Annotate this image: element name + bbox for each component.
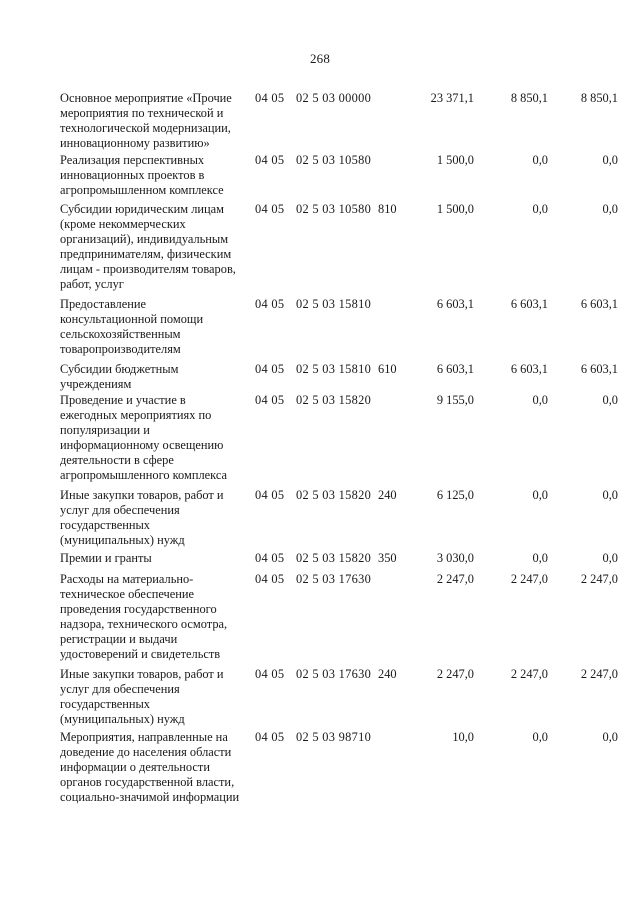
row-name: Премии и гранты (60, 551, 152, 565)
row-amount-year-2: 0,0 (532, 202, 548, 216)
row-amount-year-1: 1 500,0 (436, 153, 474, 167)
row-target-article-code: 02 5 03 15820 (296, 393, 372, 407)
row-amount-year-2: 2 247,0 (510, 572, 548, 586)
row-amount-year-1: 1 500,0 (436, 202, 474, 216)
row-amount-year-3: 2 247,0 (580, 667, 618, 681)
row-amount-year-3: 8 850,1 (580, 91, 618, 105)
row-expense-type-code: 240 (378, 488, 397, 502)
row-section-code: 04 05 (255, 488, 285, 502)
row-amount-year-1: 10,0 (452, 730, 474, 744)
row-section-code: 04 05 (255, 572, 285, 586)
row-amount-year-1: 6 125,0 (436, 488, 474, 502)
row-amount-year-1: 9 155,0 (436, 393, 474, 407)
row-target-article-code: 02 5 03 10580 (296, 202, 372, 216)
row-section-code: 04 05 (255, 202, 285, 216)
row-amount-year-2: 0,0 (532, 393, 548, 407)
row-name: Иные закупки товаров, работ и услуг для обеспечения государственных (муниципальных) нужд (60, 488, 224, 547)
row-amount-year-3: 6 603,1 (580, 362, 618, 376)
row-section-code: 04 05 (255, 667, 285, 681)
row-name: Расходы на материально- техническое обеспечение проведения государственного надзора, технического осмотра, регистрации и выдачи удостоверений и свидетельств (60, 572, 228, 661)
row-amount-year-2: 2 247,0 (510, 667, 548, 681)
row-name: Предоставление консультационной помощи сельскохозяйственным товаропроизводителям (60, 297, 204, 356)
row-name: Иные закупки товаров, работ и услуг для обеспечения государственных (муниципальных) нужд (60, 667, 224, 726)
row-amount-year-3: 2 247,0 (580, 572, 618, 586)
row-amount-year-1: 6 603,1 (436, 297, 474, 311)
row-amount-year-1: 2 247,0 (436, 667, 474, 681)
row-target-article-code: 02 5 03 15810 (296, 362, 372, 376)
row-name: Субсидии юридическим лицам (кроме некоммерческих организаций), индивидуальным предпринимателям, физическим лицам - производителям товаров, работ, услуг (60, 202, 236, 291)
row-name: Реализация перспективных инновационных проектов в агропромышленном комплексе (60, 153, 224, 197)
row-section-code: 04 05 (255, 362, 285, 376)
row-expense-type-code: 810 (378, 202, 397, 216)
row-target-article-code: 02 5 03 10580 (296, 153, 372, 167)
row-amount-year-1: 23 371,1 (430, 91, 474, 105)
row-target-article-code: 02 5 03 17630 (296, 572, 372, 586)
row-section-code: 04 05 (255, 393, 285, 407)
row-amount-year-1: 3 030,0 (436, 551, 474, 565)
row-section-code: 04 05 (255, 730, 285, 744)
row-expense-type-code: 350 (378, 551, 397, 565)
row-amount-year-2: 0,0 (532, 730, 548, 744)
row-amount-year-2: 6 603,1 (510, 297, 548, 311)
row-amount-year-3: 0,0 (602, 730, 618, 744)
row-target-article-code: 02 5 03 17630 (296, 667, 372, 681)
row-amount-year-2: 0,0 (532, 153, 548, 167)
row-target-article-code: 02 5 03 15820 (296, 488, 372, 502)
row-amount-year-3: 0,0 (602, 551, 618, 565)
row-amount-year-2: 6 603,1 (510, 362, 548, 376)
row-name: Мероприятия, направленные на доведение до населения области информации о деятельности органов государственной власти, социально-значимой информации (60, 730, 240, 804)
row-amount-year-2: 8 850,1 (510, 91, 548, 105)
row-section-code: 04 05 (255, 91, 285, 105)
row-amount-year-3: 0,0 (602, 488, 618, 502)
row-target-article-code: 02 5 03 15810 (296, 297, 372, 311)
row-target-article-code: 02 5 03 15820 (296, 551, 372, 565)
row-amount-year-3: 0,0 (602, 393, 618, 407)
page-number: 268 (309, 51, 331, 66)
row-amount-year-1: 2 247,0 (436, 572, 474, 586)
row-amount-year-3: 0,0 (602, 153, 618, 167)
row-section-code: 04 05 (255, 297, 285, 311)
row-amount-year-3: 6 603,1 (580, 297, 618, 311)
row-target-article-code: 02 5 03 00000 (296, 91, 372, 105)
row-expense-type-code: 240 (378, 667, 397, 681)
row-amount-year-2: 0,0 (532, 488, 548, 502)
row-amount-year-3: 0,0 (602, 202, 618, 216)
row-amount-year-2: 0,0 (532, 551, 548, 565)
row-section-code: 04 05 (255, 153, 285, 167)
row-name: Основное мероприятие «Прочие мероприятия по технической и технологической модернизации, инновационному развитию» (60, 91, 232, 150)
row-amount-year-1: 6 603,1 (436, 362, 474, 376)
row-name: Проведение и участие в ежегодных мероприятиях по популяризации и информационному освещению деятельности в сфере агропромышленного комплекса (60, 393, 228, 482)
row-target-article-code: 02 5 03 98710 (296, 730, 372, 744)
row-section-code: 04 05 (255, 551, 285, 565)
row-expense-type-code: 610 (378, 362, 397, 376)
row-name: Субсидии бюджетным учреждениям (60, 362, 179, 391)
